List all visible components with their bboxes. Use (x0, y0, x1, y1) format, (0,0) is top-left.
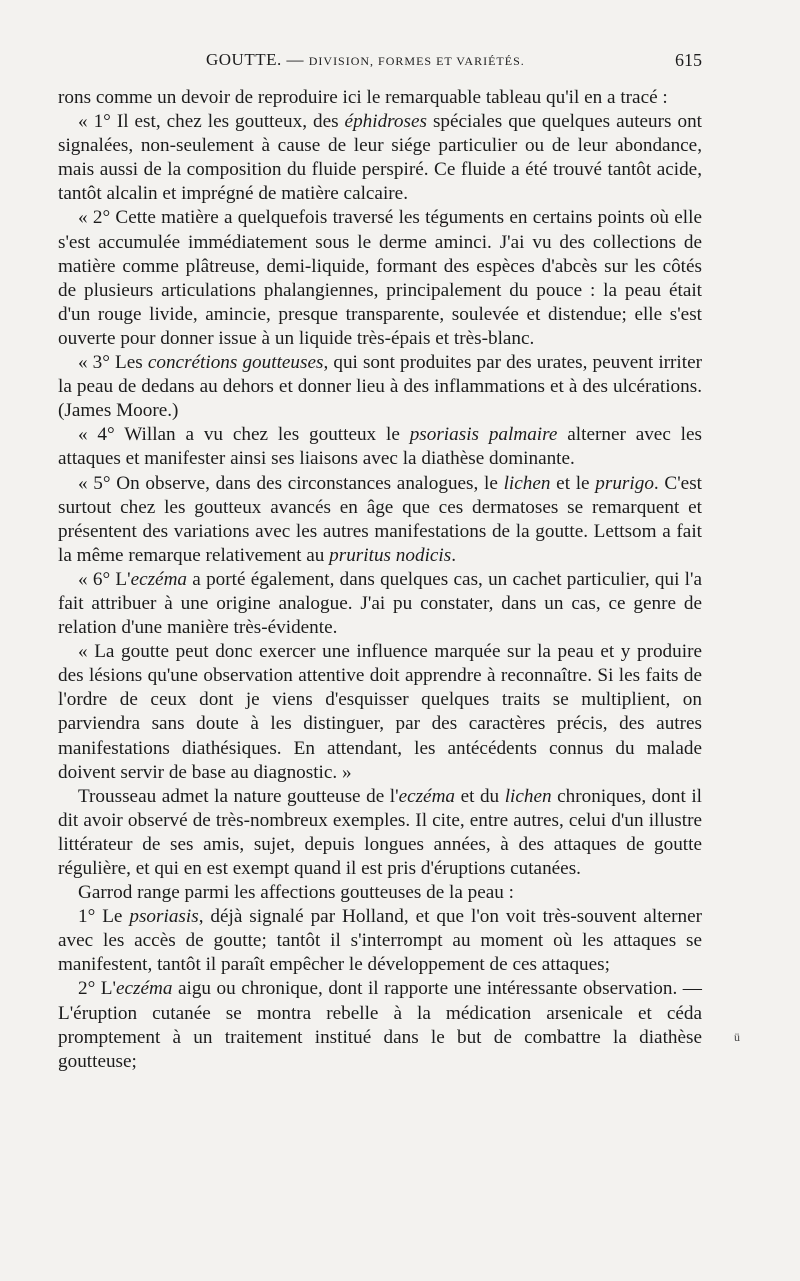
italic-term: éphidroses (344, 111, 427, 133)
paragraph: « 5° On observe, dans des circonstances analogues, le lichen et le prurigo. C'est surtout chez les goutteux avancés en âge que ces dermatoses se remarquent et présentent des variations avec les autres manifestations de la goutte. Lettsom a fait la même remarque relativement au pruritus nodicis. (58, 472, 702, 566)
italic-term: lichen (503, 472, 551, 494)
running-title-main: GOUTTE. (206, 50, 282, 69)
paragraph: « 3° Les concrétions goutteuses, qui sont produites par des urates, peuvent irriter la peau de dedans au dehors et donner lieu à des inflammations et à des ulcérations. (James Moore.) (58, 352, 702, 422)
italic-term: eczéma (130, 568, 188, 590)
italic-term: lichen (504, 785, 552, 807)
italic-term: prurigo (595, 472, 654, 494)
italic-term: pruritus nodicis (329, 544, 452, 566)
page-number: 615 (675, 50, 702, 70)
running-header (58, 50, 702, 76)
paragraph: Garrod range parmi les affections goutteuses de la peau : (78, 882, 515, 904)
italic-term: eczéma (398, 785, 456, 807)
italic-term: concrétions goutteuses (147, 352, 324, 374)
paragraph: Trousseau admet la nature goutteuse de l'eczéma et du lichen chroniques, dont il dit avoir observé de très-nombreux exemples. Il cite, entre autres, celui d'un illustre littérateur de ses amis, sujet, depuis longues années, à des attaques de goutte régulière, et qui en est exempt quand il est pris d'éruptions cutanées. (58, 785, 702, 879)
paragraph: 1° Le psoriasis, déjà signalé par Holland, et que l'on voit très-souvent alterner avec les accès de goutte; tantôt il s'interrompt au moment où les attaques se manifestent, tantôt il paraît empêcher le développement de ces attaques; (58, 906, 702, 976)
paragraph: « 6° L'eczéma a porté également, dans quelques cas, un cachet particulier, qui l'a fait attribuer à une origine analogue. J'ai pu constater, dans un cas, ce genre de relation d'une manière très-évidente. (58, 568, 702, 639)
paragraph: « 1° Il est, chez les goutteux, des éphidroses spéciales que quelques auteurs ont signalées, non-seulement à cause de leur siége particulier ou de leur abondance, mais aussi de la composition du fluide perspiré. Ce fluide a été trouvé tantôt acide, tantôt alcalin et imprégné de matière calcaire. (58, 111, 702, 205)
running-title-dash: — (281, 50, 309, 69)
paragraph: rons comme un devoir de reproduire ici le remarquable tableau qu'il en a tracé : (58, 87, 668, 108)
italic-term: psoriasis (129, 906, 199, 928)
body-text (58, 86, 702, 1074)
paragraph: « 4° Willan a vu chez les goutteux le psoriasis palmaire alterner avec les attaques et manifester ainsi ses liaisons avec la diathèse dominante. (58, 424, 702, 470)
margin-mark: ü (734, 1030, 740, 1044)
running-title-sub: DIVISION, FORMES ET VARIÉTÉS. (308, 54, 525, 68)
italic-term: psoriasis palmaire (409, 424, 558, 446)
running-title (206, 50, 525, 70)
paragraph: « 2° Cette matière a quelquefois traversé les téguments en certains points où elle s'est accumulée immédiatement sous le derme aminci. J'ai vu des collections de matière comme plâtreuse, demi-liquide, formant des espèces d'abcès sur les côtés de plusieurs articulations phalangiennes, principalement du pouce : la peau était d'un rouge livide, amincie, presque transparente, soulevée et distendue; elle s'est ouverte pour donner issue à un liquide très-épais et très-blanc. (58, 207, 702, 349)
italic-term: eczéma (115, 978, 173, 1000)
paragraph: « La goutte peut donc exercer une influence marquée sur la peau et y produire des lésions qu'une observation attentive doit apprendre à reconnaître. Si les faits de l'ordre de ceux dont je viens d'esquisser quelques traits se multiplient, on parviendra sans doute à les distinguer, par des caractères précis, des autres manifestations diathésiques. En attendant, les antécédents connus du malade doivent servir de base au diagnostic. » (58, 641, 702, 783)
paragraph: 2° L'eczéma aigu ou chronique, dont il rapporte une intéressante observation. — L'éruption cutanée se montra rebelle à la médication arsenicale et céda promptement à un traitement institué dans le but de combattre la diathèse goutteuse; (58, 978, 702, 1072)
